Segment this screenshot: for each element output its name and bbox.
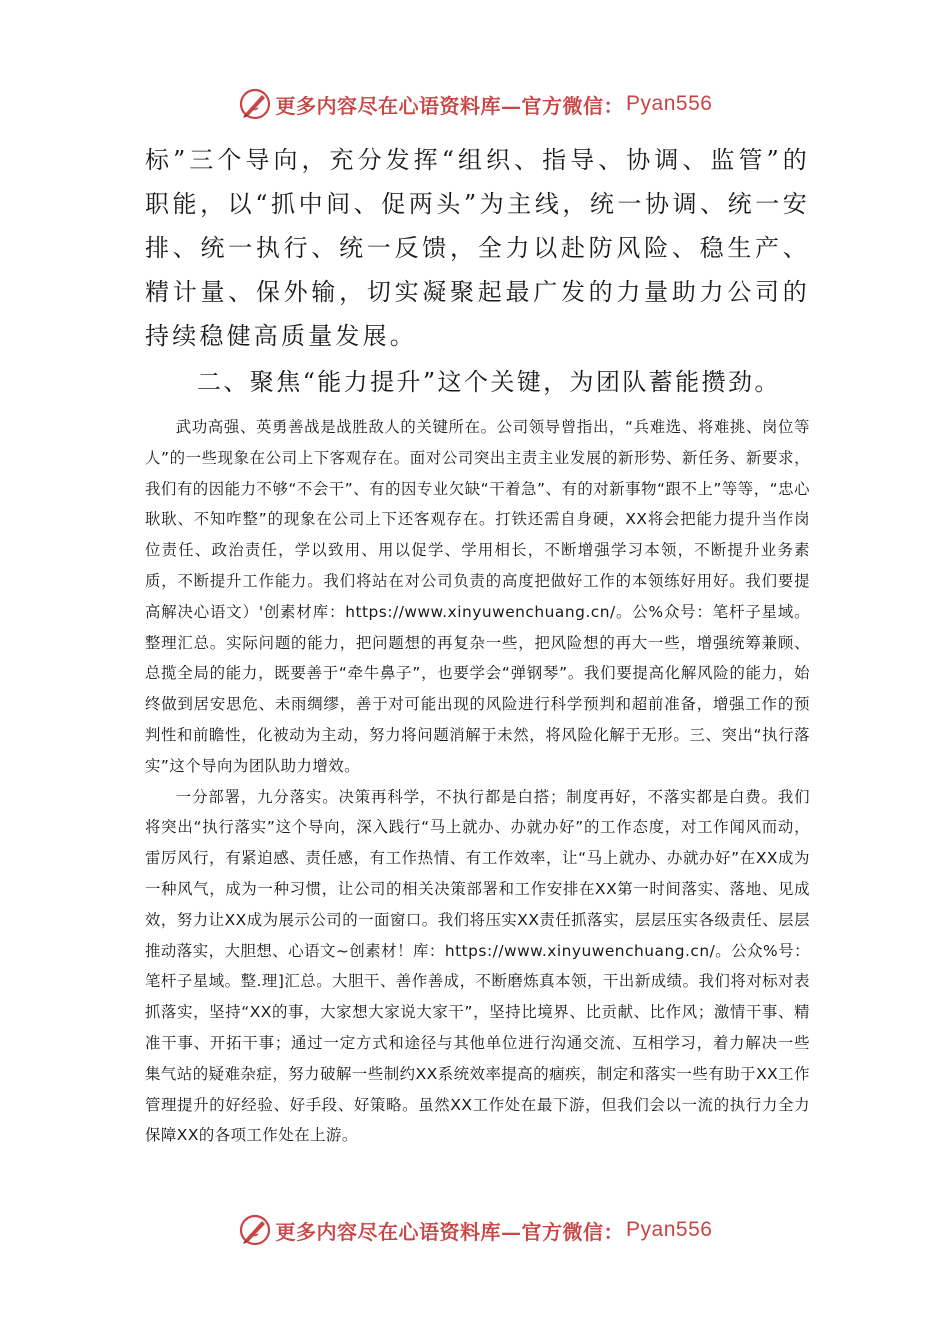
- banner-wechat-id: Pyan556: [626, 92, 713, 115]
- pen-logo-icon: [238, 1213, 272, 1247]
- header-banner: [0, 84, 950, 124]
- banner-text: 更多内容尽在心语资料库—官方微信：: [275, 93, 625, 118]
- body-paragraph-1: 武功高强、英勇善战是战胜敌人的关键所在。公司领导曾指出，“兵难选、将难挑、岗位等人”的一些现象在公司上下客观存在。面对公司突出主责主业发展的新形势、新任务、新要求，我们有的因能力不够“不会干”、有的因专业欠缺“干着急”、有的对新事物“跟不上”等等，“忠心耿耿、不知咋整”的现象在公司上下还客观存在。打铁还需自身硬，XX将会把能力提升当作岗位责任、政治责任，学以致用、用以促学、学用相长，不断增强学习本领，不断提升业务素质，不断提升工作能力。我们将站在对公司负责的高度把做好工作的本领练好用好。我们要提高解决心语文）'创素材库：https://www.xinyuwenchuang.cn/。公%众号：笔杆子星域。整理汇总。实际问题的能力，把问题想的再复杂一些，把风险想的再大一些，增强统筹兼顾、总揽全局的能力，既要善于“牵牛鼻子”，也要学会“弹钢琴”。我们要提高化解风险的能力，始终做到居安思危、未雨绸缪，善于对可能出现的风险进行科学预判和超前准备，增强工作的预判性和前瞻性，化被动为主动，努力将问题消解于未然，将风险化解于无形。三、突出“执行落实”这个导向为团队助力增效。: [145, 418, 810, 775]
- footer-banner: [0, 1210, 950, 1250]
- banner-text: 更多内容尽在心语资料库—官方微信：: [275, 1219, 625, 1244]
- banner-wechat-id: Pyan556: [626, 1218, 713, 1241]
- document-body: [145, 138, 810, 1151]
- intro-paragraph: 标”三个导向，充分发挥“组织、指导、协调、监管”的职能，以“抓中间、促两头”为主线，统一协调、统一安排、统一执行、统一反馈，全力以赴防风险、稳生产、精计量、保外输，切实凝聚起最广发的力量助力公司的持续稳健高质量发展。: [145, 146, 810, 350]
- body-paragraph-2: 一分部署，九分落实。决策再科学，不执行都是白搭；制度再好，不落实都是白费。我们将突出“执行落实”这个导向，深入践行“马上就办、办就办好”的工作态度，对工作闻风而动，雷厉风行，有紧迫感、责任感，有工作热情、有工作效率，让“马上就办、办就办好”在XX成为一种风气，成为一种习惯，让公司的相关决策部署和工作安排在XX第一时间落实、落地、见成效，努力让XX成为展示公司的一面窗口。我们将压实XX责任抓落实，层层压实各级责任、层层推动落实，大胆想、心语文~创素材！库：https://www.xinyuwenchuang.cn/。公众%号：笔杆子星域。整.理]汇总。大胆干、善作善成，不断磨炼真本领，干出新成绩。我们将对标对表抓落实，坚持“XX的事，大家想大家说大家干”，坚持比境界、比贡献、比作风；激情干事、精准干事、开拓干事；通过一定方式和途径与其他单位进行沟通交流、互相学习，着力解决一些集气站的疑难杂症，努力破解一些制约XX系统效率提高的痼疾，制定和落实一些有助于XX工作管理提升的好经验、好手段、好策略。虽然XX工作处在最下游，但我们会以一流的执行力全力保障XX的各项工作处在上游。: [145, 787, 810, 1145]
- section-heading: 二、聚焦“能力提升”这个关键，为团队蓄能攒劲。: [197, 368, 781, 396]
- pen-logo-icon: [238, 87, 272, 121]
